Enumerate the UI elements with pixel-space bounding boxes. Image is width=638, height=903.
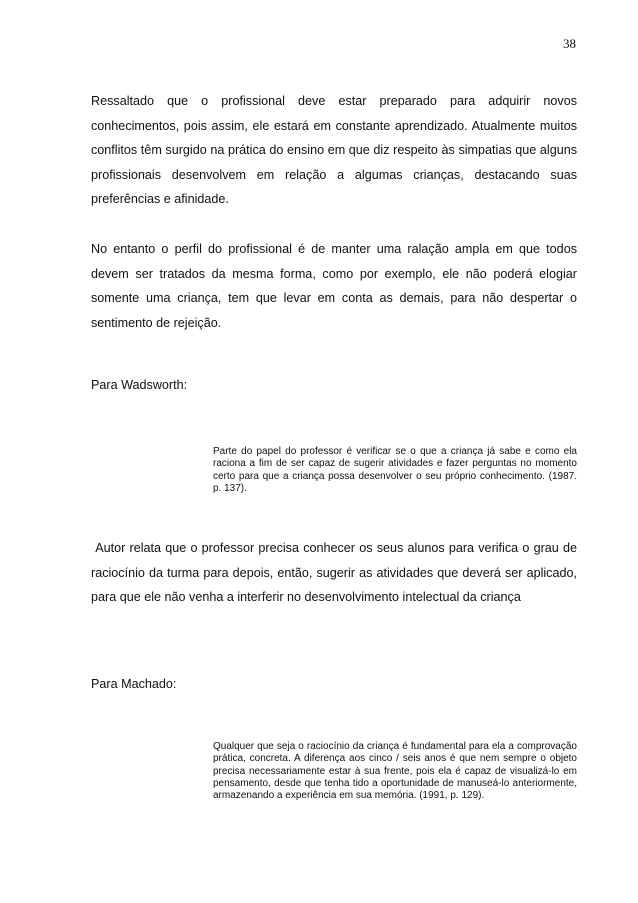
paragraph-professional-profile: No entanto o perfil do profissional é de manter uma ralação ampla em que todos devem ser tratados da mesma forma, como por exemplo, ele não poderá elogiar somente uma criança, tem que levar em conta as demais, para não despertar o sentimento de rejeição. — [91, 242, 577, 330]
block-quote-machado: Qualquer que seja o raciocínio da criança é fundamental para ela a comprovação prática, concreta. A diferença aos cinco / seis anos é que nem sempre o objeto precisa necessariamente estar à sua frente, pois ela é capaz de visualizá-lo em pensamento, desde que tenha tido a oportunidade de manuseá-lo anteriormente, armazenando a experiência em sua memória. (1991, p. 129). — [213, 741, 577, 802]
paragraph-author-comment: Autor relata que o professor precisa conhecer os seus alunos para verifica o grau de raciocínio da turma para depois, então, sugerir as atividades que deverá ser aplicado, para que ele não venha a interferir no desenvolvimento intelectual da criança — [91, 541, 581, 605]
block-quote-wadsworth: Parte do papel do professor é verificar se o que a criança já sabe e como ela raciona a fim de ser capaz de sugerir atividades e fazer perguntas no momento certo para que a criança possa desenvolver o seu próprio conhecimento. (1987. p. 137). — [213, 446, 577, 494]
paragraph-preparation: Ressaltado que o profissional deve estar preparado para adquirir novos conhecimentos, pois assim, ele estará em constante aprendizado. Atualmente muitos conflitos têm surgido na prática do ensino em que diz respeito às simpatias que alguns profissionais desenvolvem em relação a algumas crianças, destacando suas preferências e afinidade. — [91, 94, 577, 207]
citation-intro-wadsworth: Para Wadsworth: — [91, 378, 188, 392]
page-number: 38 — [563, 36, 576, 51]
citation-intro-machado: Para Machado: — [91, 677, 177, 691]
